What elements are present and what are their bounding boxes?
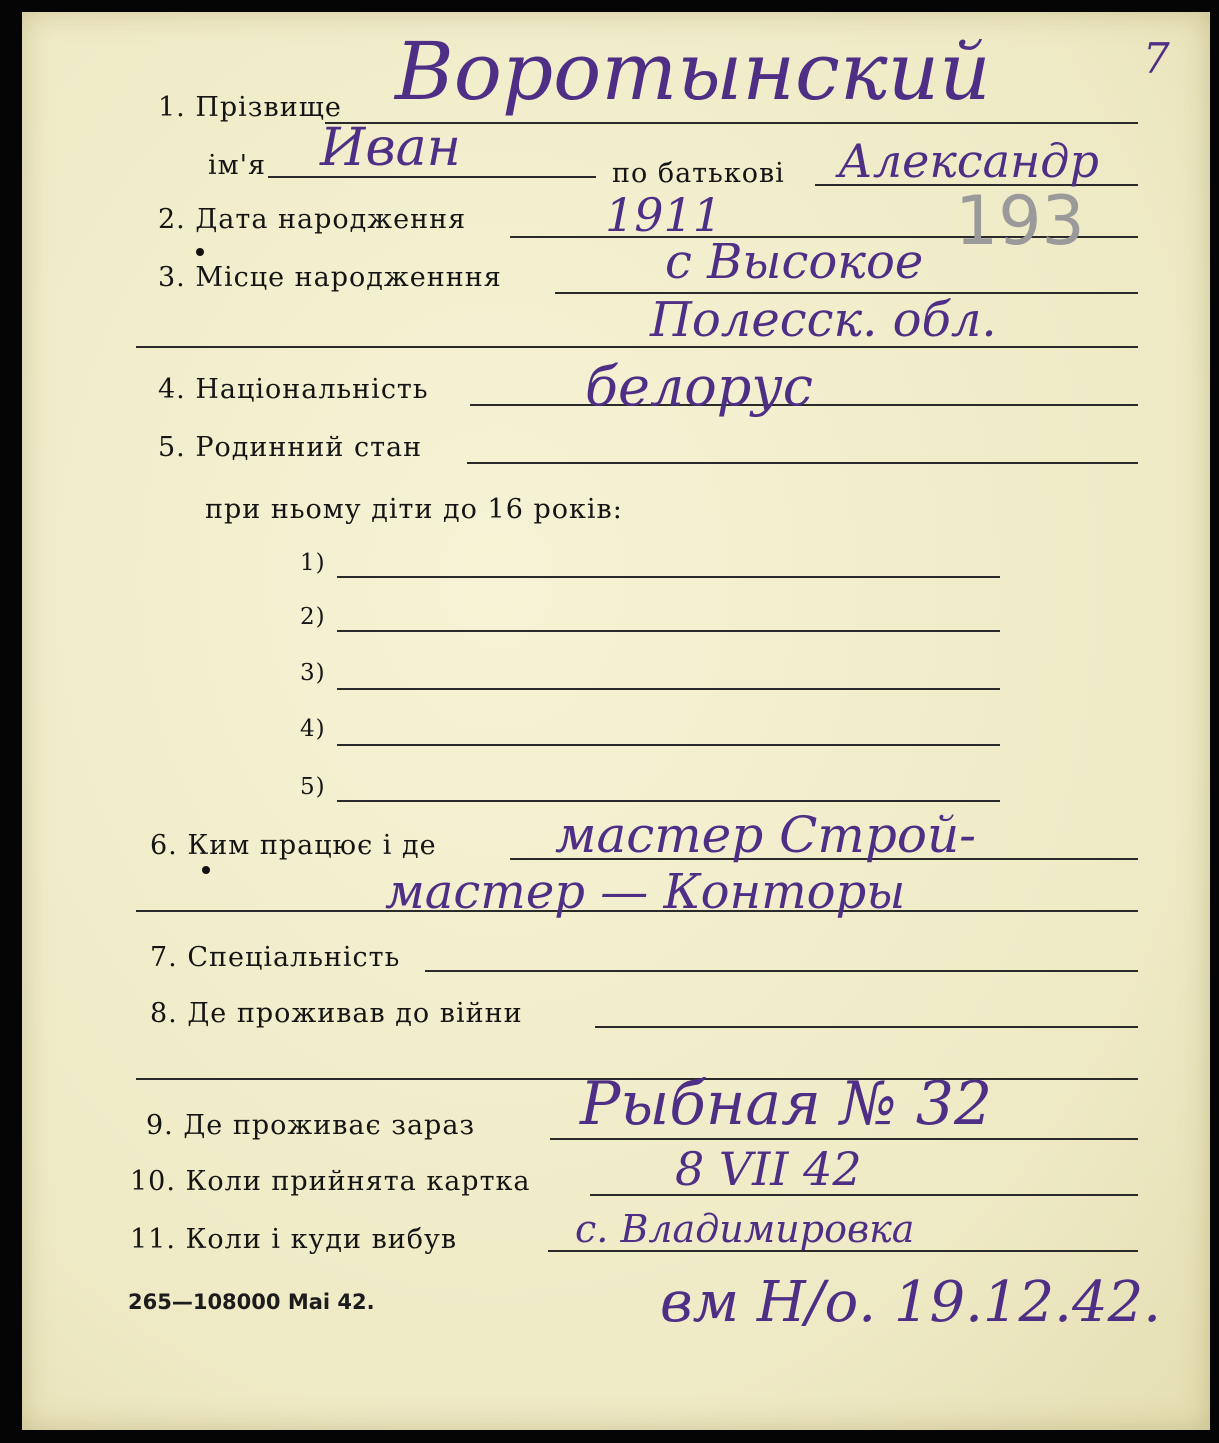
line-card-date: [590, 1194, 1138, 1196]
punch-hole: [196, 248, 204, 256]
label-card-date: 10. Коли прийнята картка: [130, 1166, 531, 1197]
child-3-label: 3): [300, 660, 326, 686]
label-patronymic: по батькові: [612, 158, 785, 189]
value-birthplace-1: с Высокое: [665, 234, 924, 290]
value-card-date: 8 VII 42: [675, 1142, 862, 1196]
child-1-line: [337, 576, 1000, 578]
label-first-name: ім'я: [208, 150, 267, 181]
pencil-number: 193: [955, 182, 1085, 261]
footer-note: вм Н/о. 19.12.42.: [660, 1270, 1162, 1335]
child-2-line: [337, 630, 1000, 632]
label-prewar-residence: 8. Де проживав до війни: [150, 998, 523, 1029]
value-birth-year: 1911: [605, 188, 723, 242]
child-3-line: [337, 688, 1000, 690]
label-birth-date: 2. Дата народження: [158, 204, 467, 235]
punch-hole: [202, 866, 210, 874]
value-patronymic: Александр: [838, 134, 1099, 188]
child-4-label: 4): [300, 716, 326, 742]
value-work-2: мастер — Конторы: [385, 864, 906, 920]
child-2-label: 2): [300, 604, 326, 630]
value-birthplace-2: Полесск. обл.: [650, 292, 997, 348]
child-5-label: 5): [300, 774, 326, 800]
value-nationality: белорус: [585, 355, 813, 418]
label-nationality: 4. Національність: [158, 374, 429, 405]
line-family-status: [467, 462, 1138, 464]
label-work: 6. Ким працює і де: [150, 830, 437, 861]
label-specialty: 7. Спеціальність: [150, 942, 401, 973]
label-current-residence: 9. Де проживає зараз: [146, 1110, 476, 1141]
line-specialty: [425, 970, 1138, 972]
value-current-residence: Рыбная № 32: [580, 1069, 993, 1139]
label-birthplace: 3. Місце народженння: [158, 262, 502, 293]
value-departure: с. Владимировка: [575, 1207, 915, 1251]
label-children: при ньому діти до 16 років:: [205, 494, 623, 525]
child-1-label: 1): [300, 550, 326, 576]
value-work-1: мастер Строй-: [555, 806, 977, 864]
value-first-name: Иван: [320, 118, 461, 178]
value-surname: Воротынский: [395, 25, 991, 118]
printer-mark: 265—108000 Mai 42.: [128, 1290, 375, 1314]
corner-number: 7: [1143, 34, 1170, 83]
label-surname: 1. Прізвище: [158, 92, 342, 123]
child-5-line: [337, 800, 1000, 802]
label-family-status: 5. Родинний стан: [158, 432, 423, 463]
line-prewar-residence-1: [595, 1026, 1138, 1028]
child-4-line: [337, 744, 1000, 746]
label-departure: 11. Коли і куди вибув: [130, 1224, 458, 1255]
